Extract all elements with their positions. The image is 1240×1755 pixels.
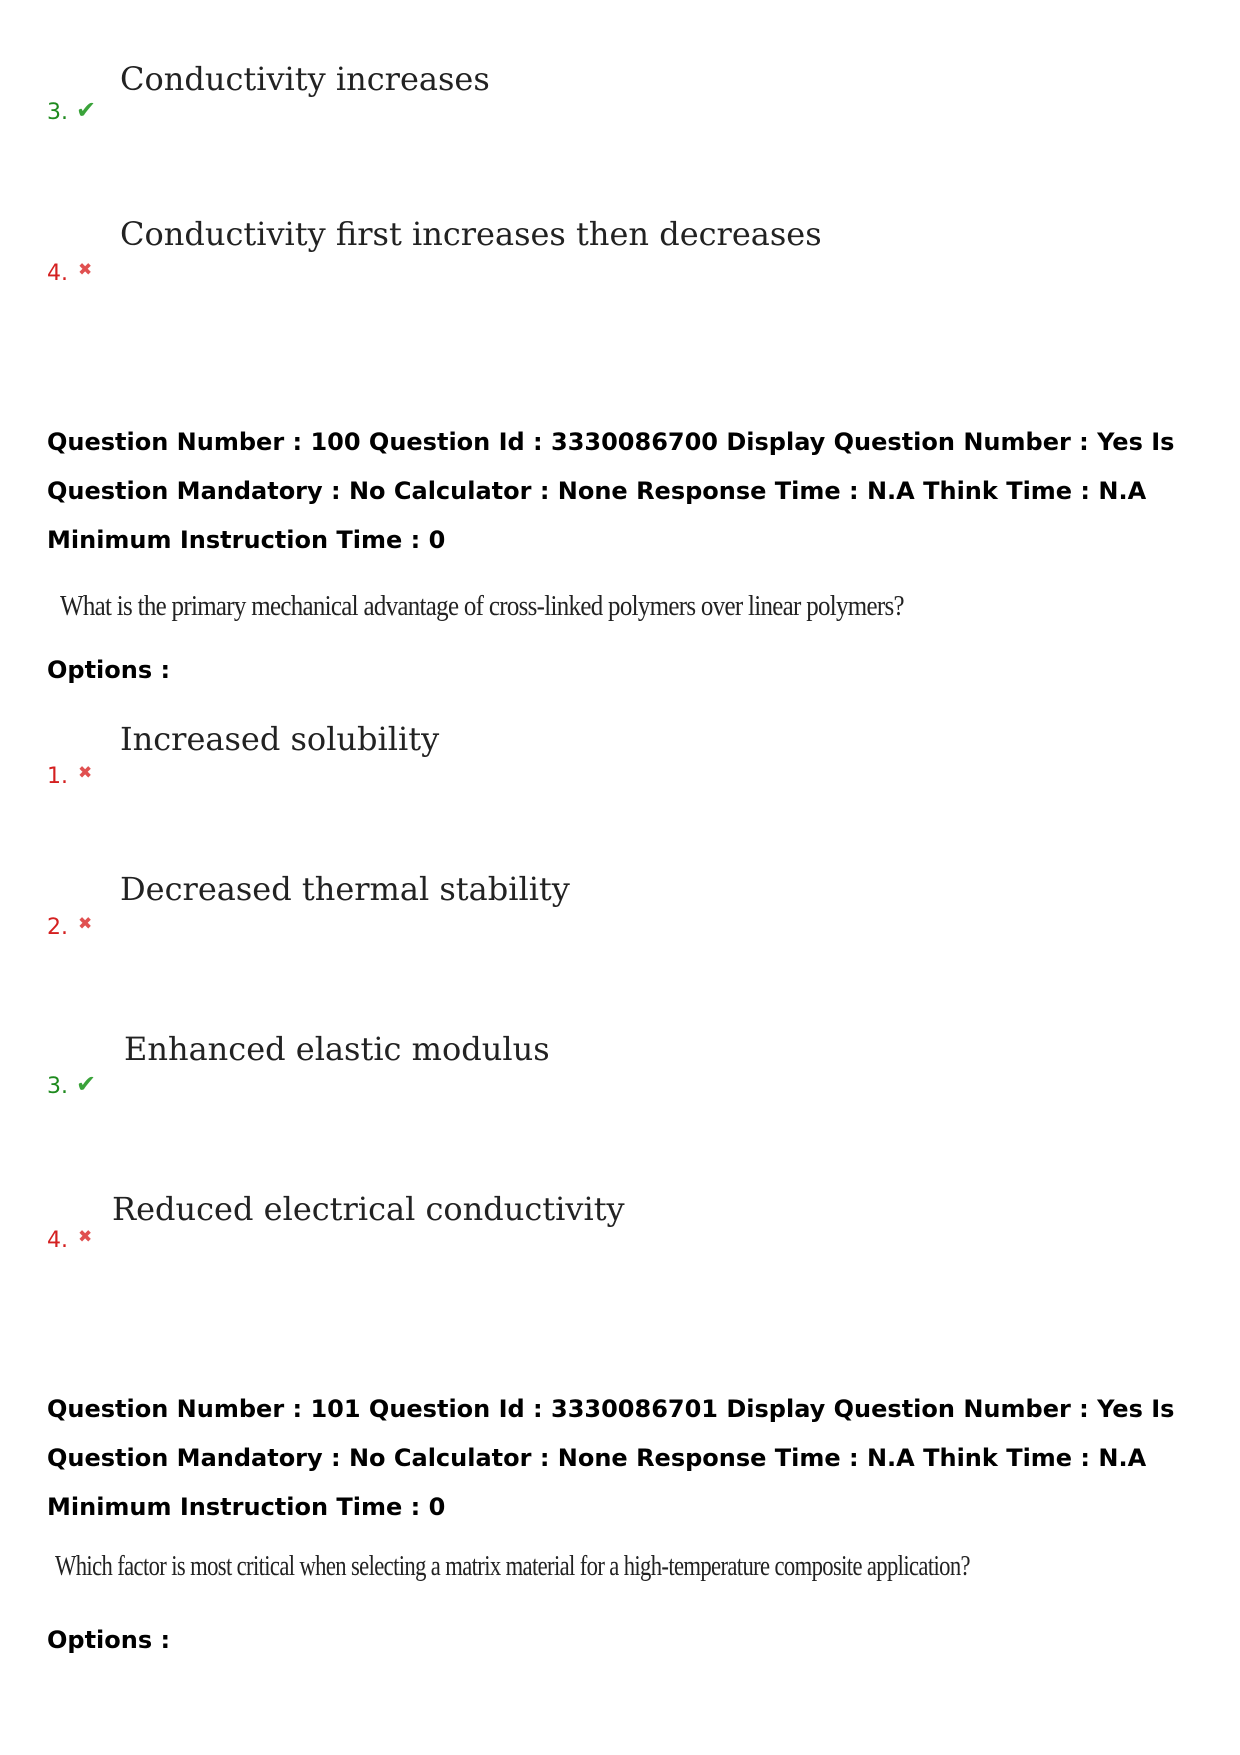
option-text: Conductivity first increases then decreases	[120, 215, 822, 253]
check-icon: ✔	[76, 1070, 97, 1098]
option-text: Decreased thermal stability	[120, 870, 570, 908]
option-number: 1.	[47, 764, 68, 789]
option-number: 3.	[47, 1074, 68, 1099]
option-number: 2.	[47, 915, 68, 940]
cross-icon: ✖	[78, 763, 93, 783]
option-text: Increased solubility	[120, 720, 440, 758]
check-icon: ✔	[76, 96, 97, 124]
option-number: 3.	[47, 100, 68, 125]
question-text-100: What is the primary mechanical advantage of cross-linked polymers over linear polymers?	[60, 590, 904, 622]
cross-icon: ✖	[78, 1227, 93, 1247]
question-text-101: Which factor is most critical when selecting a matrix material for a high-temperature composite application?	[55, 1550, 970, 1582]
question-meta-101: Question Number : 101 Question Id : 3330086701 Display Question Number : Yes Is Question Mandatory : No Calculator : None Response Time : N.A Think Time : N.A Minimum Instruction Time : 0	[47, 1395, 1175, 1521]
options-label-100: Options :	[47, 656, 171, 684]
option-number: 4.	[47, 261, 68, 286]
option-number: 4.	[47, 1228, 68, 1253]
option-text: Enhanced elastic modulus	[124, 1030, 550, 1068]
question-meta-100: Question Number : 100 Question Id : 3330086700 Display Question Number : Yes Is Question Mandatory : No Calculator : None Response Time : N.A Think Time : N.A Minimum Instruction Time : 0	[47, 428, 1175, 554]
option-text: Reduced electrical conductivity	[112, 1190, 625, 1228]
cross-icon: ✖	[78, 914, 93, 934]
option-text: Conductivity increases	[120, 60, 490, 98]
cross-icon: ✖	[78, 260, 93, 280]
options-label-101: Options :	[47, 1626, 171, 1654]
